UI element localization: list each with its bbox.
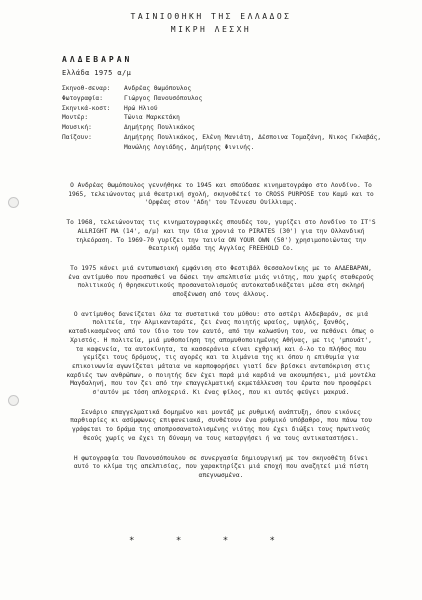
credits-list xyxy=(62,84,402,153)
credit-value: Γιώργος Πανουσόπουλος xyxy=(124,94,203,102)
credit-label: Φωτογραφία: xyxy=(62,94,103,102)
binder-hole xyxy=(8,197,19,208)
paragraph: Σενάριο επαγγελματικά δομημένο και μοντάζ με ρυθμική ανάπτυξη, όπου εικόνες παρθιαρίες κι ασύμφωνες επιφανειακά, συνθέτουν ένα ρυθμικό υπόβαθρο, που πάνω του γράφεται το δράμα της αποπροσανατολισμένης νιότης που έχει διώξει τους πρωτινούς θεούς χωρίς να έχει τη δύναμη να τους καταργήσει ή να τους αντικαταστήσει. xyxy=(70,408,372,442)
credit-value: Δημήτρης Πουλικάκος xyxy=(124,124,195,132)
credit-row xyxy=(62,84,402,94)
credit-label: Μοντέρ: xyxy=(62,114,89,122)
credit-label: Σκηνικά-κοστ: xyxy=(62,104,111,112)
credit-row xyxy=(62,104,402,114)
credit-row xyxy=(62,133,402,153)
archive-title: ΤΑΙΝΙΟΘΗΚΗ ΤΗΣ ΕΛΛΑΔΟΣ xyxy=(130,12,292,21)
closing-stars: * * * * xyxy=(129,536,293,546)
paragraph: Ο αντίμυθος δανείζεται όλα τα συστατικά του μύθου: στο αστέρι Αλδεβαράν, σε μιά πολιτεία, την Αλμικανταράτε, ζει ένας ποιητής ωραίος, υψηλός, ξανθός, καταδικασμένος από τον ίδιο του τον εαυτό, από την καλωσύνη του, να πεθάνει όπως ο Χριστός. Η πολιτεία, μιά μυθοποίηση της απομυθοποιημένης Αθήνας, με τις 'μπουάτ', τα καφενεία, τα αυτοκίνητα, τα κασσεράνια είναι εχθρική και ό-λο το πλήθος που γεμίζει τους δρόμους, τις αγορές και τα λιμάνια της κι όπου η επιθυμία για επικοινωνία αγωνίζεται μάταια να καρποφορήσει γιατί δεν βρίσκει ανταπόκριση στις καρδιές των ανθρώπων, ο ποιητής δεν έχει παρά μιά καρδιά να ακουμπήσει, μιά μοντέλα Μαγδαληνή, που τον ζει από την επαγγελματική εκμετάλλευση του έρωτα που προσφέρει σ'αυτόν με τόση απλοχεριά. Κι ένας φίλος, που κι αυτός φεύγει μακρυά. xyxy=(66,310,376,397)
credit-label: Μουσική: xyxy=(62,124,92,132)
paragraph: Το 1968, τελειώνοντας τις κινηματογραφικές σπουδές του, γυρίζει στο Λονδίνο το IT'S ALLRIGHT MA (14', α/μ) και την ίδια χρονιά το PIRATES (30') για την Ολλανδική τηλεόραση. Το 1969-70 γυρίζει την ταινία ON YOUR OWN (50') χρησιμοποιώντας την θεατρική ομάδα της Αγγλίας FREEHOLD Co. xyxy=(66,219,376,253)
credit-label: Παίζουν: xyxy=(62,133,92,141)
credit-row xyxy=(62,123,402,133)
paragraph: Η φωτογραφία του Πανουσόπουλου σε συνεργασία δημιουργική με τον σκηνοθέτη δίνει αυτό το κλίμα της απελπισίας, που χαρακτηρίζει μιά εποχή που αναζητεί μιά πίστη απεγνωσμένα. xyxy=(73,454,369,479)
credit-value: Ηρώ Ηλιού xyxy=(124,104,158,112)
credit-row xyxy=(62,94,402,104)
binder-hole xyxy=(8,395,19,406)
credit-value: Τώνια Μαρκετάκη xyxy=(124,114,180,122)
club-name: ΜΙΚΡΗ ΛΕΣΧΗ xyxy=(170,25,252,34)
paragraph: Ο Ανδρέας Θωμόπουλος γεννήθηκε το 1945 και σπούδασε κινηματογράφο στο Λονδίνο. Το 1965, τελειώνοντας μιά θεατρική σχολή, σκηνοθέτεί το CROSS PURPOSE του Καμύ και το 'Ορφέας στον 'Αδη' του Τέννεσυ Ουίλλιαμς. xyxy=(68,182,374,207)
film-title: ΑΛΔΕΒΑΡΑΝ xyxy=(62,55,133,64)
paragraph: Το 1975 κάνει μιά εντυπωσιακή εμφάνιση στο Φεστιβάλ Θεσσαλονίκης με το ΑΛΔΕΒΑΡΑΝ, ένα αντίμυθο που προσπαθεί να δώσει την απελπισία μιάς νιότης, που χωρίς σταθερούς πολιτικούς ή θρησκευτικούς προσανατολισμούς αυτοκαταδικάζεται μέσα στη σκληρή αποξένωση από τους άλλους. xyxy=(68,264,374,299)
credit-value: Ανδρέας Θωμόπουλος xyxy=(124,85,192,92)
credit-label: Σκηνοθ-σεναρ: xyxy=(62,85,111,92)
credit-value: Δημήτρης Πουλικάκος, Ελένη Μανιάτη, Δέσποινα Τομαζάνη, Νικος Γκλαβάς, Μανώλης Λογιάδης, Δημήτρης Φινινής. xyxy=(124,133,382,151)
credit-row xyxy=(62,113,402,123)
body-text xyxy=(66,182,376,492)
film-subtitle: Ελλάδα 1975 α/μ xyxy=(62,69,132,77)
